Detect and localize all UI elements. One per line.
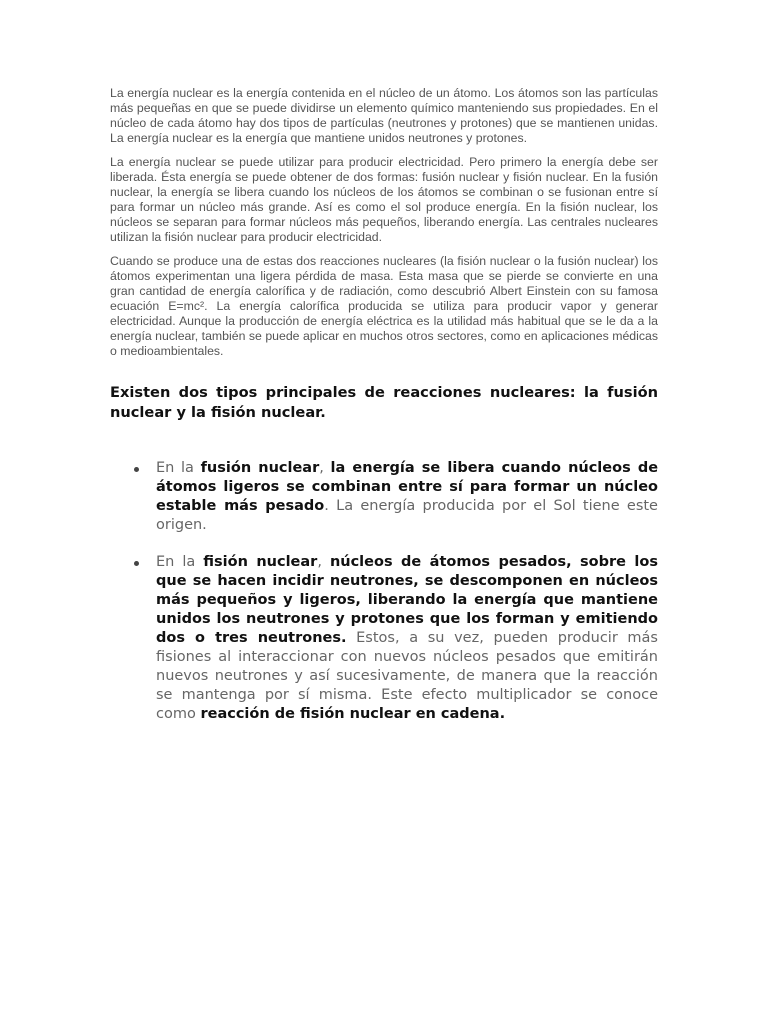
paragraph-mass-loss: Cuando se produce una de estas dos reacciones nucleares (la fisión nuclear o la fusión nuclear) los átomos experimentan una ligera pérdida de masa. Esta masa que se pierde se convierte en una gran cantidad de energía calorífica y de radiación, como descubrió Albert Einstein con su famosa ecuación E=mc². La energía calorífica producida se utiliza para producir vapor y generar electricidad. Aunque la producción de energía eléctrica es la utilidad más habitual que se le da a la energía nuclear, también se puede aplicar en muchos otros sectores, como en aplicaciones médicas o medioambientales. [110,254,658,358]
fission-text-2: , [317,554,330,570]
fusion-text-3: . La energía producida por el Sol tiene este origen. [156,498,658,533]
bullet-icon [134,467,139,472]
chain-reaction-term: reacción de fisión nuclear en cadena. [200,706,506,722]
reaction-types-list [110,459,658,724]
section-heading: Existen dos tipos principales de reacciones nucleares: la fusión nuclear y la fisión nuclear. [110,384,658,421]
paragraph-electricity: La energía nuclear se puede utilizar para producir electricidad. Pero primero la energía debe ser liberada. Ésta energía se puede obtener de dos formas: fusión nuclear y fisión nuclear. En la fusión nuclear, la energía se libera cuando los núcleos de los átomos se combinan o se fusionan entre sí para formar un núcleo más grande. Así es como el sol produce energía. En la fisión nuclear, los núcleos se separan para formar núcleos más pequeños, liberando energía. Las centrales nucleares utilizan la fisión nuclear para producir electricidad. [110,155,658,244]
paragraph-intro: La energía nuclear es la energía contenida en el núcleo de un átomo. Los átomos son las partículas más pequeñas en que se puede dividirse un elemento químico manteniendo sus propiedades. En el núcleo de cada átomo hay dos tipos de partículas (neutrones y protones) que se mantienen unidas. La energía nuclear es la energía que mantiene unidos neutrones y protones. [110,86,658,145]
list-item-fusion [110,459,658,535]
fission-text-3: Estos, a su vez, pueden producir más fisiones al interaccionar con nuevos núcleos pesados que emitirán nuevos neutrones y así sucesivamente, de manera que la reacción se mantenga por sí misma. Este efecto multiplicador se conoce como [156,630,658,722]
document-page [110,86,658,742]
fission-term: fisión nuclear [203,554,318,570]
fusion-text-2: , [319,460,331,476]
fusion-text-1: En la [156,460,201,476]
bullet-icon [134,561,139,566]
fusion-term: fusión nuclear [200,460,320,476]
fusion-definition: la energía se libera cuando núcleos de átomos ligeros se combinan entre sí para formar un núcleo estable más pesado [156,460,659,514]
fission-text-1: En la [156,554,204,570]
list-item-fission [110,553,658,724]
fission-definition: núcleos de átomos pesados, sobre los que se hacen incidir neutrones, se descomponen en núcleos más pequeños y ligeros, liberando la energía que mantiene unidos los neutrones y protones que los forman y emitiendo dos o tres neutrones. [156,554,658,646]
